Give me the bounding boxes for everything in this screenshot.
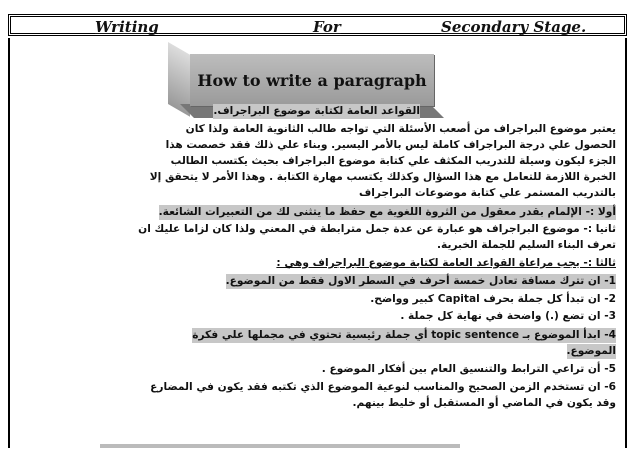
header-for: For xyxy=(313,18,341,36)
second-point-line-1: ثانيا :- موضوع البراجراف هو عبارة عن عدة جمل مترابطة في المعني ولذا كان لزاما عليك ان xyxy=(138,223,616,235)
rule-3: 3- ان تضع (.) واضحة في نهاية كل جملة . xyxy=(400,310,616,322)
second-point-line-2: تعرف البناء السليم للجملة الخبرية. xyxy=(437,239,616,251)
banner-face xyxy=(190,54,434,106)
intro-line-5: بالتدريب المستمر علي كتابة موضوعات البراجراف xyxy=(358,187,616,199)
header-writing: Writing xyxy=(95,18,159,36)
rule-1: 1- ان تترك مسافة تعادل خمسة أحرف في السطر الاول فقط من الموضوع. xyxy=(225,275,616,287)
page-header xyxy=(8,14,627,36)
intro-line-1: يعتبر موضوع البراجراف من أصعب الأسئلة التي تواجه طالب الثانوية العامة ولذا كان xyxy=(185,123,616,135)
bottom-divider xyxy=(100,444,460,448)
third-heading: ثالثا :- يجب مراعاة القواعد العامة لكتابة موضوع البراجراف وهي : xyxy=(276,257,616,269)
header-secondary-stage: Secondary Stage. xyxy=(441,18,587,36)
banner-title: How to write a paragraph xyxy=(197,70,427,90)
intro-line-4: الخبرة اللازمة للتعامل مع هذا السؤال وكذلك يكتسب مهارة الكتابة . وهذا الأمر لا يتحقق إلا xyxy=(149,171,616,183)
rule-6: 6- ان تستخدم الزمن الصحيح والمناسب لنوعية الموضوع الذي تكتبه فقد يكون في المضارع xyxy=(150,381,616,393)
rule-5: 5- أن تراعي الترابط والتنسيق العام بين أفكار الموضوع . xyxy=(321,363,616,375)
section-heading: القواعد العامة لكتابة موضوع البراجراف. xyxy=(213,105,420,117)
intro-line-2: الحصول علي درجة البراجراف كاملة ليس بالأمر اليسير. وبناء علي ذلك فقد خصصت هذا xyxy=(165,139,616,151)
intro-line-3: الجزء ليكون وسيلة للتدريب المكثف علي كتابة موضوع البراجراف بحيث يكتسب الطالب xyxy=(170,155,616,167)
first-point: أولا :- الإلمام بقدر معقول من الثروة اللغوية مع حفظ ما يتثنى لك من التعبيرات الشائعة. xyxy=(158,206,616,218)
rule-6-continued: وقد يكون في الماضي أو المستقبل أو خليط بينهم. xyxy=(352,397,616,409)
rule-4: 4- ابدأ الموضوع بـ topic sentence أي جملة رئيسية تحتوي في مجملها علي فكرة xyxy=(192,329,616,341)
rule-2: 2- ان تبدأ كل جملة بحرف Capital كبير وواضح. xyxy=(370,293,616,305)
rule-4-continued: الموضوع. xyxy=(566,345,616,357)
